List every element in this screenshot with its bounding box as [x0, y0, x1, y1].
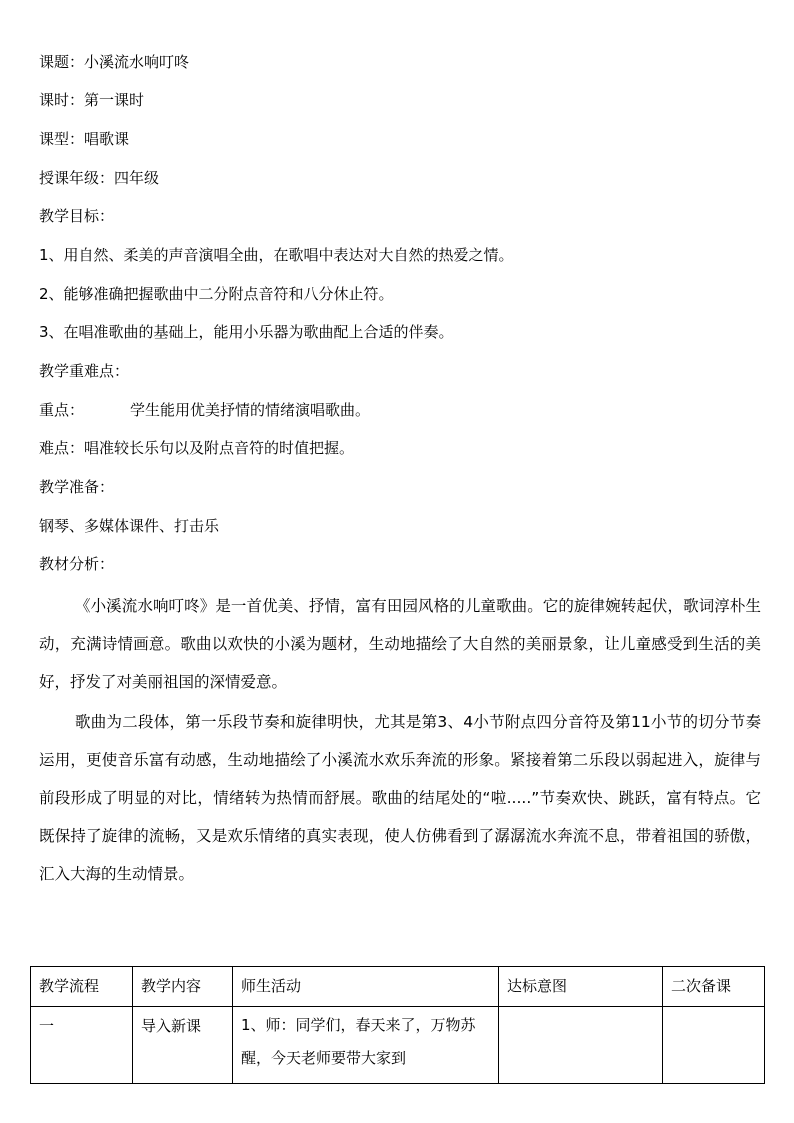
table-cell-step: 一 — [31, 1007, 133, 1084]
objective-item: 3、在唱准歌曲的基础上，能用小乐器为歌曲配上合适的伴奏。 — [39, 323, 454, 341]
preparation-text: 钢琴、多媒体课件、打击乐 — [39, 517, 220, 535]
table-header-cell: 二次备课 — [663, 967, 765, 1007]
table-header-row — [31, 967, 765, 1007]
table-cell-content: 导入新课 — [133, 1007, 233, 1084]
key-points-heading: 教学重难点： — [39, 362, 130, 380]
analysis-heading: 教材分析： — [39, 555, 115, 573]
table-cell-notes — [663, 1007, 765, 1084]
lesson-period: 课时：第一课时 — [39, 91, 145, 109]
table-header-cell: 达标意图 — [499, 967, 663, 1007]
teaching-flow-table — [30, 966, 765, 1084]
analysis-paragraph: 歌曲为二段体，第一乐段节奏和旋律明快，尤其是第3、4小节附点四分音符及第11小节的切分节奏运用，更使音乐富有动感，生动地描绘了小溪流水欢乐奔流的形象。紧接着第二乐段以弱起进入，旋律与前段形成了明显的对比，情绪转为热情而舒展。歌曲的结尾处的“啦.....”节奏欢快、跳跃，富有特点。它既保持了旋律的流畅，又是欢乐情绪的真实表现，使人仿佛看到了潺潺流水奔流不息，带着祖国的骄傲，汇入大海的生动情景。 — [39, 713, 761, 883]
objective-item: 2、能够准确把握歌曲中二分附点音符和八分休止符。 — [39, 285, 394, 303]
lesson-topic: 课题：小溪流水响叮咚 — [39, 53, 190, 71]
table-header-cell: 教学内容 — [133, 967, 233, 1007]
objectives-heading: 教学目标： — [39, 207, 115, 225]
difficulty-line: 难点：唱准较长乐句以及附点音符的时值把握。 — [39, 439, 355, 457]
table-header-cell: 师生活动 — [233, 967, 499, 1007]
key-point-label: 重点： — [39, 401, 85, 419]
lesson-type: 课型：唱歌课 — [39, 130, 130, 148]
table-cell-intent — [499, 1007, 663, 1084]
analysis-paragraph: 《小溪流水响叮咚》是一首优美、抒情，富有田园风格的儿童歌曲。它的旋律婉转起伏，歌词淳朴生动，充满诗情画意。歌曲以欢快的小溪为题材，生动地描绘了大自然的美丽景象，让儿童感受到生活的美好，抒发了对美丽祖国的深情爱意。 — [39, 597, 761, 691]
preparation-heading: 教学准备： — [39, 478, 115, 496]
key-point-text: 学生能用优美抒情的情绪演唱歌曲。 — [130, 401, 371, 419]
lesson-grade: 授课年级：四年级 — [39, 169, 160, 187]
table-row — [31, 1007, 765, 1084]
table-cell-activity: 1、师：同学们，春天来了，万物苏醒，今天老师要带大家到 — [233, 1007, 499, 1084]
table-header-cell: 教学流程 — [31, 967, 133, 1007]
objective-item: 1、用自然、柔美的声音演唱全曲，在歌唱中表达对大自然的热爱之情。 — [39, 246, 514, 264]
key-point-line — [39, 400, 370, 420]
